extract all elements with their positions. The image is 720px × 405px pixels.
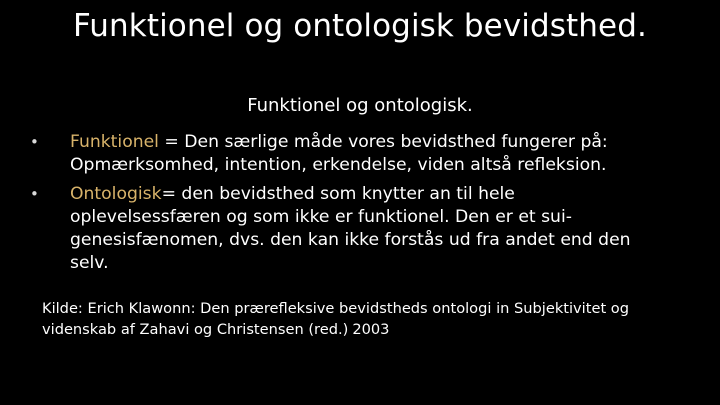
bullet-line: genesisfænomen, dvs. den kan ikke forstås ud fra andet end den	[70, 230, 631, 250]
slide-title: Funktionel og ontologisk bevidsthed.	[73, 8, 647, 44]
bullet-line: oplevelsessfæren og som ikke er funktionel. Den er et sui-	[70, 207, 572, 227]
source-text: videnskab af Zahavi og Christensen (red.)	[42, 321, 349, 338]
bullet-dot-icon: •	[30, 185, 39, 203]
bullet-dot-icon: •	[30, 133, 39, 151]
term-highlight: Ontologisk	[70, 184, 162, 204]
bullet-text: = den bevidsthed som knytter an til hele	[161, 184, 515, 204]
bullet-line: selv.	[70, 253, 109, 273]
bullet-item-ontologisk	[30, 183, 710, 275]
source-year: 2003	[352, 321, 390, 338]
bullet-line	[70, 183, 710, 206]
slide-subheading: Funktionel og ontologisk.	[247, 95, 473, 116]
source-line: Kilde: Erich Klawonn: Den prærefleksive bevidstheds ontologi in Subjektivitet og	[42, 300, 629, 317]
term-highlight: Funktionel	[70, 132, 159, 152]
bullet-list	[30, 131, 710, 281]
bullet-line: Opmærksomhed, intention, erkendelse, viden altså refleksion.	[70, 155, 607, 175]
bullet-item-funktionel	[30, 131, 710, 177]
bullet-line	[70, 131, 710, 154]
source-line	[42, 319, 692, 340]
source-citation	[42, 298, 692, 340]
bullet-text: = Den særlige måde vores bevidsthed fungerer på:	[158, 132, 608, 152]
